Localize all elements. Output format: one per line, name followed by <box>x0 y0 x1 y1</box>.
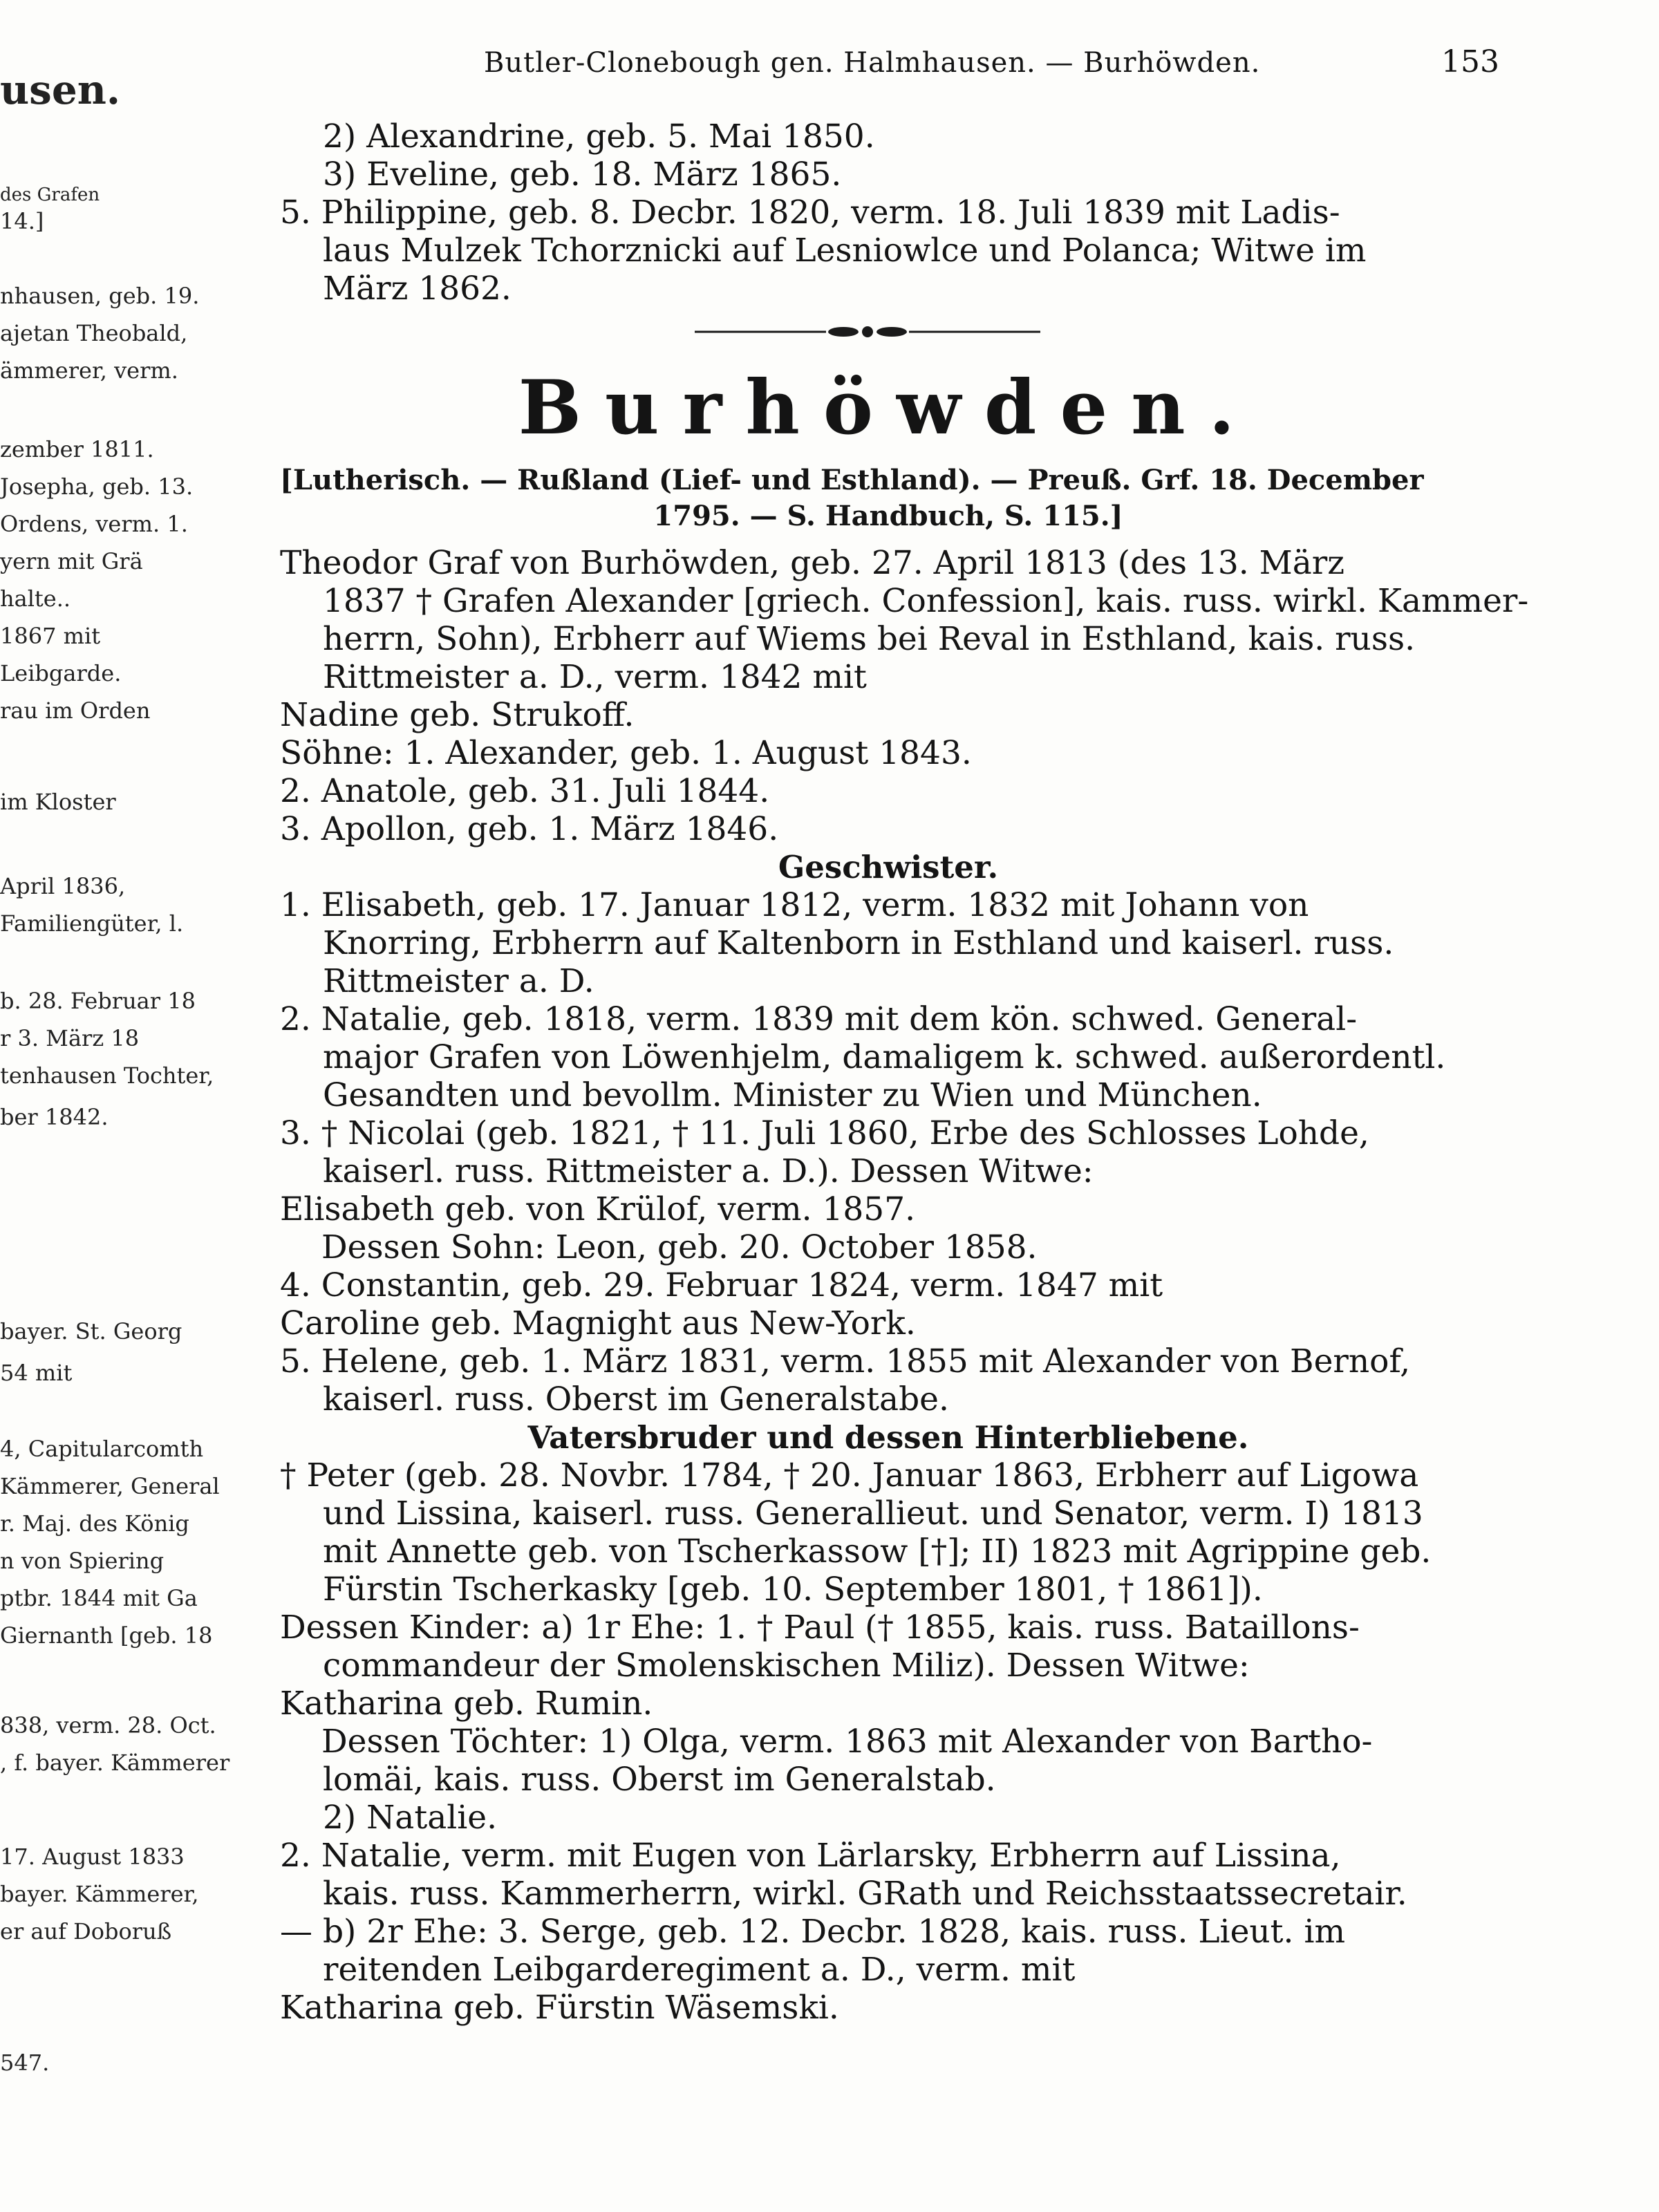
left-fragment: 14.] <box>0 208 44 234</box>
uncle-line: kais. russ. Kammerherrn, wirkl. GRath und Reichsstaatssecretair. <box>323 1875 1407 1913</box>
uncle-line: 2) Natalie. <box>323 1799 498 1837</box>
sibling-line: Dessen Sohn: Leon, geb. 20. October 1858. <box>321 1228 1038 1266</box>
left-fragment: r. Maj. des König <box>0 1510 189 1537</box>
divider-ornament-icon <box>695 321 1040 342</box>
sons-line: Söhne: 1. Alexander, geb. 1. August 1843. <box>280 734 972 772</box>
left-fragment: Leibgarde. <box>0 660 122 686</box>
entry-line: laus Mulzek Tchorznicki auf Lesniowlce und Polanca; Witwe im <box>323 232 1367 270</box>
left-fragment: Josepha, geb. 13. <box>0 474 194 500</box>
uncle-line: 2. Natalie, verm. mit Eugen von Lärlarsky, Erbherrn auf Lissina, <box>280 1837 1341 1875</box>
page-number: 153 <box>1441 44 1499 79</box>
running-head: Butler-Clonebough gen. Halmhausen. — Burhöwden. <box>484 47 1261 79</box>
uncle-line: Dessen Kinder: a) 1r Ehe: 1. † Paul († 1855, kais. russ. Bataillons- <box>280 1609 1360 1647</box>
left-fragment: 547. <box>0 2050 50 2076</box>
entry-line: März 1862. <box>323 270 512 308</box>
sibling-line: 1. Elisabeth, geb. 17. Januar 1812, verm. 1832 mit Johann von <box>280 886 1309 924</box>
left-fragment: rau im Orden <box>0 697 151 724</box>
head-line: Nadine geb. Strukoff. <box>280 696 635 734</box>
left-fragment: Familiengüter, l. <box>0 910 184 937</box>
ornamental-divider <box>280 309 1497 357</box>
sons-line: 3. Apollon, geb. 1. März 1846. <box>280 810 779 848</box>
left-fragment: ber 1842. <box>0 1104 109 1130</box>
left-fragment: 838, verm. 28. Oct. <box>0 1712 216 1738</box>
left-fragment: halte.. <box>0 585 71 612</box>
left-fragment: , f. bayer. Kämmerer <box>0 1750 230 1776</box>
sibling-line: Gesandten und bevollm. Minister zu Wien und München. <box>323 1076 1262 1114</box>
head-line: herrn, Sohn), Erbherr auf Wiems bei Reval in Esthland, kais. russ. <box>323 620 1416 658</box>
left-fragment: zember 1811. <box>0 436 154 462</box>
left-fragment: r 3. März 18 <box>0 1025 140 1051</box>
uncle-line: reitenden Leibgarderegiment a. D., verm. mit <box>323 1951 1076 1989</box>
uncle-line: commandeur der Smolenskischen Miliz). Dessen Witwe: <box>323 1647 1250 1685</box>
uncle-line: und Lissina, kaiserl. russ. Generallieut. und Senator, verm. I) 1813 <box>323 1494 1423 1533</box>
uncle-line: lomäi, kais. russ. Oberst im Generalstab. <box>323 1761 996 1799</box>
left-fragment: Ordens, verm. 1. <box>0 511 188 537</box>
left-fragment: Giernanth [geb. 18 <box>0 1622 213 1649</box>
sibling-line: kaiserl. russ. Oberst im Generalstabe. <box>323 1380 949 1418</box>
sibling-line: Rittmeister a. D. <box>323 962 594 1000</box>
sibling-line: kaiserl. russ. Rittmeister a. D.). Dessen Witwe: <box>323 1152 1094 1190</box>
uncle-line: Katharina geb. Rumin. <box>280 1685 653 1723</box>
left-fragment: des Grafen <box>0 185 100 205</box>
entry-line: 3) Eveline, geb. 18. März 1865. <box>323 156 842 194</box>
head-line: Theodor Graf von Burhöwden, geb. 27. April 1813 (des 13. März <box>280 544 1345 582</box>
sibling-line: 2. Natalie, geb. 1818, verm. 1839 mit dem kön. schwed. General- <box>280 1000 1358 1038</box>
left-fragment: im Kloster <box>0 789 116 815</box>
family-info-line: 1795. — S. Handbuch, S. 115.] <box>653 500 1123 532</box>
left-fragment: 4, Capitularcomth <box>0 1436 204 1462</box>
left-fragment: bayer. Kämmerer, <box>0 1881 199 1907</box>
sibling-line: Elisabeth geb. von Krülof, verm. 1857. <box>280 1190 916 1228</box>
sibling-line: 5. Helene, geb. 1. März 1831, verm. 1855 mit Alexander von Bernof, <box>280 1342 1411 1380</box>
uncle-line: Dessen Töchter: 1) Olga, verm. 1863 mit Alexander von Bartho- <box>321 1723 1373 1761</box>
left-fragment: nhausen, geb. 19. <box>0 283 200 309</box>
left-fragment: n von Spiering <box>0 1548 165 1574</box>
head-line: Rittmeister a. D., verm. 1842 mit <box>323 658 867 696</box>
uncle-line: — b) 2r Ehe: 3. Serge, geb. 12. Decbr. 1828, kais. russ. Lieut. im <box>280 1913 1346 1951</box>
left-fragment: bayer. St. Georg <box>0 1318 182 1344</box>
family-title: Burhöwden. <box>518 364 1259 451</box>
sons-line: 2. Anatole, geb. 31. Juli 1844. <box>280 772 770 810</box>
sibling-line: Knorring, Erbherrn auf Kaltenborn in Esthland und kaiserl. russ. <box>323 924 1394 962</box>
left-fragment: 17. August 1833 <box>0 1844 185 1870</box>
left-fragment: tenhausen Tochter, <box>0 1062 214 1089</box>
head-line: 1837 † Grafen Alexander [griech. Confession], kais. russ. wirkl. Kammer- <box>323 582 1529 620</box>
uncle-line: Katharina geb. Fürstin Wäsemski. <box>280 1989 839 2027</box>
left-fragment: er auf Doboruß <box>0 1918 172 1944</box>
left-fragment: 54 mit <box>0 1360 73 1386</box>
family-info-line: [Lutherisch. — Rußland (Lief- und Esthland). — Preuß. Grf. 18. December <box>280 464 1424 496</box>
uncle-line: mit Annette geb. von Tscherkassow [†]; II) 1823 mit Agrippine geb. <box>323 1533 1432 1571</box>
left-fragment: ämmerer, verm. <box>0 357 178 384</box>
left-fragment: b. 28. Februar 18 <box>0 988 196 1014</box>
left-fragment: April 1836, <box>0 873 126 899</box>
sibling-line: 4. Constantin, geb. 29. Februar 1824, verm. 1847 mit <box>280 1266 1163 1304</box>
uncle-line: † Peter (geb. 28. Novbr. 1784, † 20. Januar 1863, Erbherr auf Ligowa <box>280 1456 1419 1494</box>
uncle-line: Fürstin Tscherkasky [geb. 10. September 1801, † 1861]). <box>323 1571 1263 1609</box>
entry-line: 2) Alexandrine, geb. 5. Mai 1850. <box>323 118 875 156</box>
left-fragment: usen. <box>0 66 121 113</box>
sibling-line: major Grafen von Löwenhjelm, damaligem k. schwed. außerordentl. <box>323 1038 1446 1076</box>
section-heading-siblings: Geschwister. <box>778 849 999 885</box>
section-heading-uncle: Vatersbruder und dessen Hinterbliebene. <box>527 1419 1249 1456</box>
left-fragment: Kämmerer, General <box>0 1473 220 1499</box>
entry-line: 5. Philippine, geb. 8. Decbr. 1820, verm. 18. Juli 1839 mit Ladis- <box>280 194 1340 232</box>
sibling-line: Caroline geb. Magnight aus New-York. <box>280 1304 916 1342</box>
left-column-fragment <box>0 0 230 2212</box>
left-fragment: ajetan Theobald, <box>0 320 188 346</box>
main-text-column <box>280 118 1529 2027</box>
left-fragment: ptbr. 1844 mit Ga <box>0 1585 198 1611</box>
left-fragment: yern mit Grä <box>0 548 143 574</box>
left-fragment: 1867 mit <box>0 623 101 649</box>
sibling-line: 3. † Nicolai (geb. 1821, † 11. Juli 1860, Erbe des Schlosses Lohde, <box>280 1114 1369 1152</box>
